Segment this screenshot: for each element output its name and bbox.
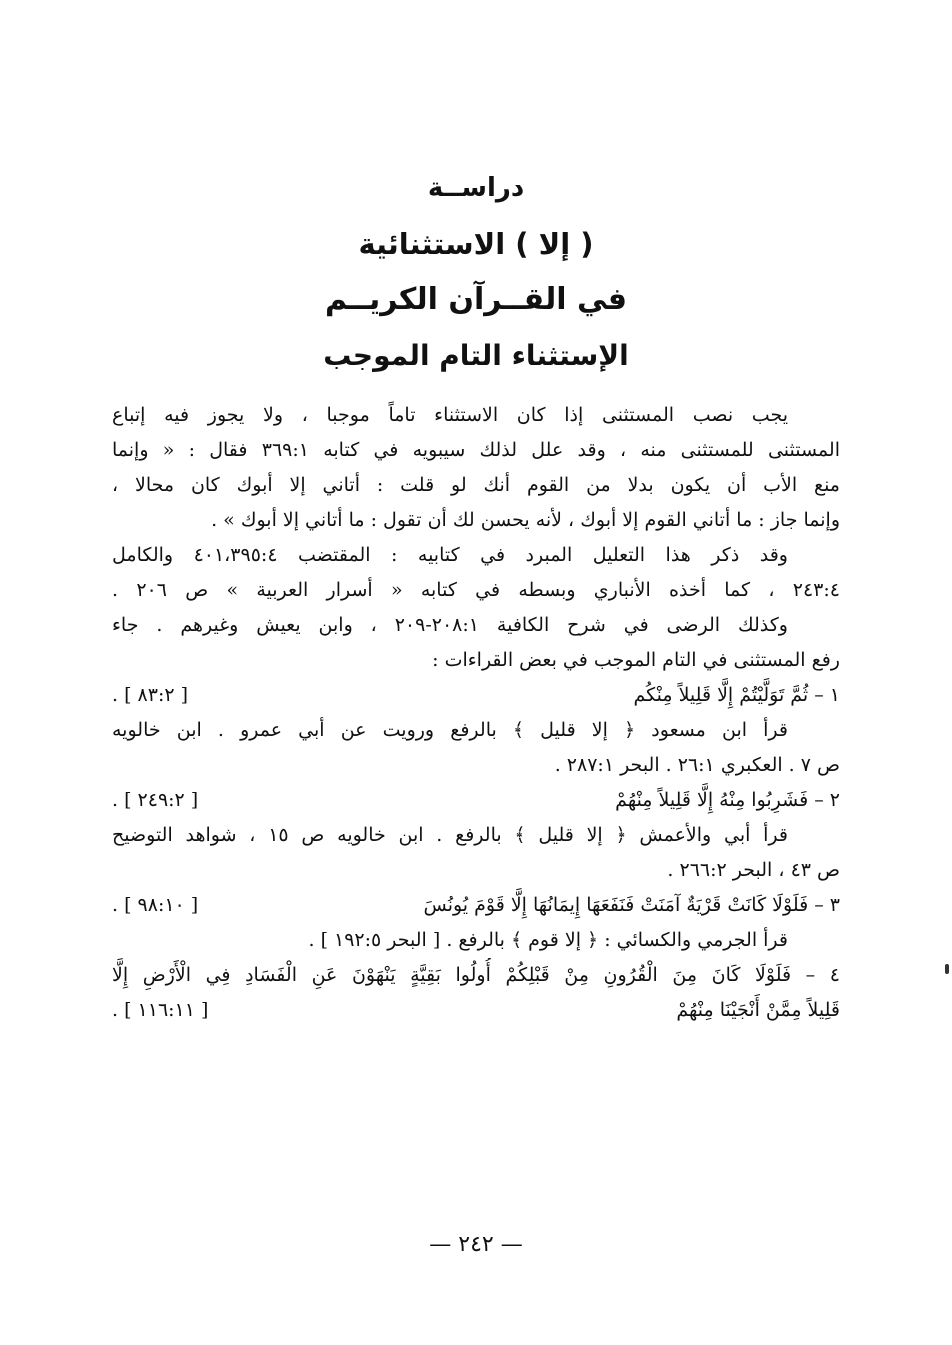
title-line-1: دراســة xyxy=(427,173,525,203)
verse-1-note-line-1: قرأ ابن مسعود ﴿ إلا قليل ﴾ بالرفع ورويت عن أبي عمرو . ابن خالويه xyxy=(112,719,788,741)
verse-3-text: ٣ – فَلَوْلَا كَانَتْ قَرْيَةٌ آمَنَتْ فَنَفَعَهَا إِيمَانُهَا إِلَّا قَوْمَ يُونُسَ xyxy=(423,894,840,916)
paragraph-2-line-2: ٢٤٣:٤ ، كما أخذه الأنباري وبسطه في كتابه « أسرار العربية » ص ٢٠٦ . xyxy=(112,579,840,601)
verse-1-text: ١ – ثُمَّ تَوَلَّيْتُمْ إِلَّا قَلِيلاً مِنْكُم xyxy=(633,684,840,706)
paragraph-3-line-2: رفع المستثنى في التام الموجب في بعض القراءات : xyxy=(432,649,840,671)
verse-3-reference: [ ٩٨:١٠ ] . xyxy=(112,894,199,916)
page-number: — ٢٤٢ — xyxy=(429,1232,523,1257)
verse-4-reference: [ ١١٦:١١ ] . xyxy=(112,999,209,1021)
verse-2 xyxy=(112,783,840,818)
verse-4-line-1: ٤ – فَلَوْلَا كَانَ مِنَ الْقُرُونِ مِنْ قَبْلِكُمْ أُولُوا بَقِيَّةٍ يَنْهَوْنَ عَنِ الْفَسَادِ فِي الْأَرْضِ إِلَّا xyxy=(112,964,840,986)
paragraph-1-line-2: المستثنى للمستثنى منه ، وقد علل لذلك سيبويه في كتابه ٣٦٩:١ فقال : « وإنما xyxy=(112,439,840,461)
verse-1 xyxy=(112,678,840,713)
paragraph-1-line-3: منع الأب أن يكون بدلا من القوم أنك لو قلت : أتاني إلا أبوك كان محالا ، xyxy=(112,474,840,496)
body-text xyxy=(112,398,840,1028)
verse-2-reference: [ ٢٤٩:٢ ] . xyxy=(112,789,199,811)
verse-2-note-line-2: ص ٤٣ ، البحر ٢٦٦:٢ . xyxy=(667,859,840,881)
verse-2-text: ٢ – فَشَرِبُوا مِنْهُ إِلَّا قَلِيلاً مِنْهُمْ xyxy=(615,789,840,811)
verse-4-text: قَلِيلاً مِمَّنْ أَنْجَيْنَا مِنْهُمْ xyxy=(676,999,840,1021)
paragraph-1-line-4: وإنما جاز : ما أتاني القوم إلا أبوك ، لأنه يحسن لك أن تقول : ما أتاني إلا أبوك » . xyxy=(211,509,840,531)
verse-3-note: قرأ الجرمي والكسائي : ﴿ إلا قوم ﴾ بالرفع . [ البحر ١٩٢:٥ ] . xyxy=(308,929,788,951)
paragraph-3-line-1: وكذلك الرضى في شرح الكافية ٢٠٨:١-٢٠٩ ، وابن يعيش وغيرهم . جاء xyxy=(112,614,788,636)
verse-1-note-line-2: ص ٧ . العكبري ٢٦:١ . البحر ٢٨٧:١ . xyxy=(554,754,840,776)
paragraph-2-line-1: وقد ذكر هذا التعليل المبرد في كتابيه : المقتضب ٤٠١،٣٩٥:٤ والكامل xyxy=(112,544,788,566)
verse-1-reference: [ ٨٣:٢ ] . xyxy=(112,684,189,706)
section-heading: الإستثناء التام الموجب xyxy=(323,339,629,372)
title-line-2: ( إلا ) الاستثنائية xyxy=(358,227,594,261)
verse-2-note-line-1: قرأ أبي والأعمش ﴿ إلا قليل ﴾ بالرفع . ابن خالويه ص ١٥ ، شواهد التوضيح xyxy=(112,824,788,846)
margin-mark xyxy=(945,964,949,974)
title-line-3: في القــرآن الكريــم xyxy=(324,282,628,317)
title-block xyxy=(0,160,952,384)
verse-3 xyxy=(112,888,840,923)
verse-4-line-2 xyxy=(112,993,840,1028)
paragraph-1-line-1: يجب نصب المستثنى إذا كان الاستثناء تاماً موجبا ، ولا يجوز فيه إتباع xyxy=(112,404,788,426)
